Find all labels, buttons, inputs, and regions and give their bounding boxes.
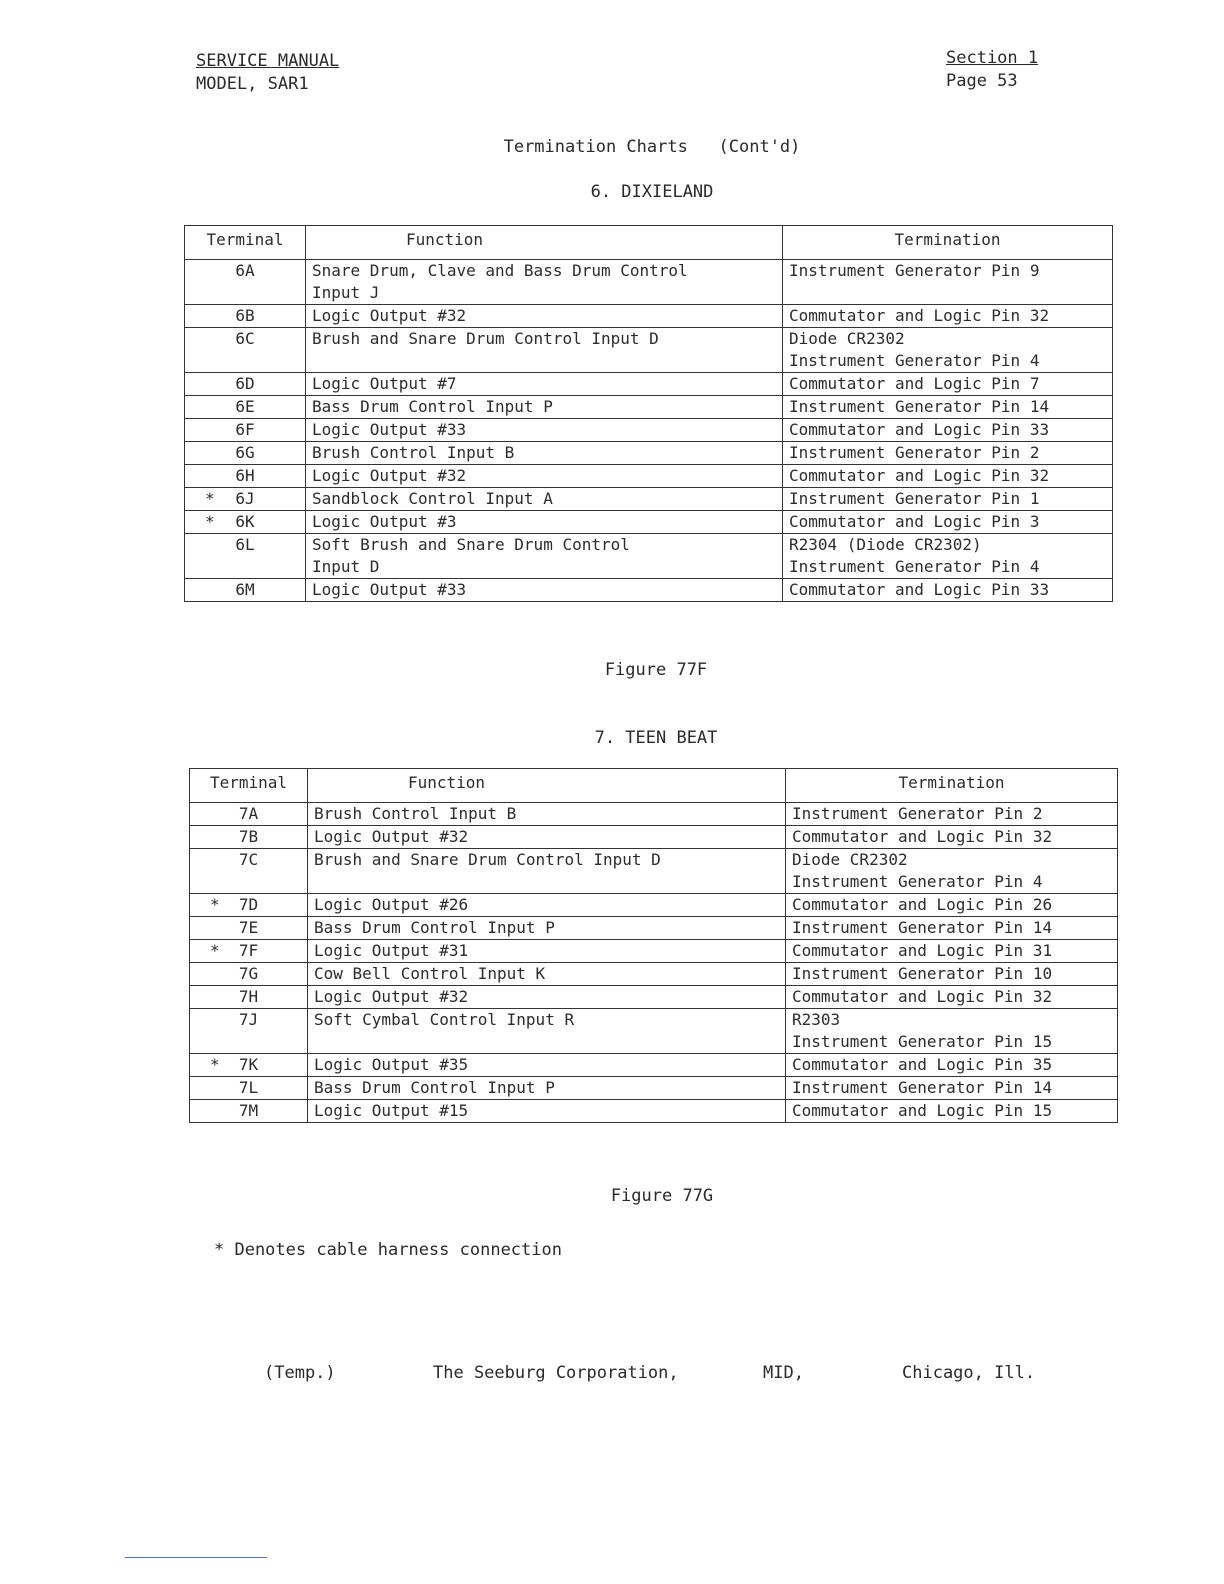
termination-cell: [783, 419, 1113, 442]
terminal-cell: [190, 940, 308, 963]
termination-cell: [783, 442, 1113, 465]
termination-line: Instrument Generator Pin 2: [792, 804, 1043, 823]
table-row: [185, 396, 1113, 419]
terminal-cell: [185, 488, 306, 511]
termination-line: Instrument Generator Pin 15: [792, 1032, 1053, 1051]
terminal-cell: [190, 1009, 308, 1054]
termination-line: Instrument Generator Pin 2: [789, 443, 1040, 462]
function-cell: [308, 803, 786, 826]
termination-line: Commutator and Logic Pin 3: [789, 512, 1040, 531]
table-row: [190, 986, 1118, 1009]
function-line: Logic Output #32: [314, 987, 469, 1006]
termination-cell: [783, 579, 1113, 602]
table-row: [185, 373, 1113, 396]
terminal-cell: [185, 465, 306, 488]
terminal-cell: [185, 305, 306, 328]
terminal-cell: [185, 328, 306, 373]
terminal-cell: [190, 894, 308, 917]
function-line: Bass Drum Control Input P: [314, 918, 555, 937]
terminal-id: 6H: [235, 466, 255, 485]
table-row: [190, 826, 1118, 849]
termination-line: Commutator and Logic Pin 33: [789, 580, 1050, 599]
harness-marker: *: [205, 489, 215, 508]
function-header: Function: [308, 769, 786, 803]
function-cell: [306, 260, 783, 305]
function-header: Function: [306, 226, 783, 260]
terminal-id: 6F: [235, 420, 255, 439]
termination-line: Instrument Generator Pin 1: [789, 489, 1040, 508]
function-line: Logic Output #32: [314, 827, 469, 846]
harness-marker: *: [210, 1055, 220, 1074]
terminal-cell: [190, 1077, 308, 1100]
terminal-id: 6J: [235, 489, 255, 508]
terminal-cell: [185, 511, 306, 534]
function-line: Logic Output #31: [314, 941, 469, 960]
termination-line: Instrument Generator Pin 14: [792, 1078, 1053, 1097]
function-line: Logic Output #32: [312, 306, 467, 325]
terminal-id: 7A: [238, 804, 259, 823]
terminal-id: 7D: [238, 895, 259, 914]
function-cell: [308, 986, 786, 1009]
terminal-cell: [190, 803, 308, 826]
termination-line: Instrument Generator Pin 4: [789, 351, 1040, 370]
table-row: [185, 419, 1113, 442]
header-left: [196, 50, 339, 96]
termination-line: R2303: [792, 1010, 841, 1029]
termination-line: Commutator and Logic Pin 35: [792, 1055, 1053, 1074]
function-line: Logic Output #32: [312, 466, 467, 485]
termination-cell: [786, 826, 1118, 849]
header-right: [946, 47, 1038, 93]
termination-cell: [786, 963, 1118, 986]
function-line: Logic Output #7: [312, 374, 457, 393]
figure1-heading: 6. DIXIELAND: [590, 182, 714, 202]
termination-cell: [783, 488, 1113, 511]
function-cell: [308, 894, 786, 917]
termination-cell: [786, 894, 1118, 917]
termination-line: Commutator and Logic Pin 32: [792, 827, 1053, 846]
table-row: [185, 305, 1113, 328]
table-row: [190, 1077, 1118, 1100]
function-line: Bass Drum Control Input P: [312, 397, 553, 416]
termination-line: Commutator and Logic Pin 15: [792, 1101, 1053, 1120]
termination-line: Commutator and Logic Pin 33: [789, 420, 1050, 439]
model-name: MODEL, SAR1: [196, 74, 309, 94]
terminal-id: 7K: [238, 1055, 259, 1074]
function-cell: [308, 940, 786, 963]
function-line: Logic Output #15: [314, 1101, 469, 1120]
function-line: Input J: [312, 283, 380, 302]
table-row: [190, 894, 1118, 917]
table-row: [185, 488, 1113, 511]
function-line: Logic Output #33: [312, 580, 467, 599]
termination-cell: [783, 511, 1113, 534]
table-row: [190, 917, 1118, 940]
page-number: Page 53: [946, 71, 1018, 91]
footer-city: Chicago, Ill.: [902, 1363, 1036, 1383]
terminal-id: 6B: [235, 306, 255, 325]
terminal-cell: [185, 442, 306, 465]
function-cell: [306, 465, 783, 488]
function-cell: [306, 579, 783, 602]
section-number: Section 1: [946, 48, 1039, 68]
terminal-cell: [185, 419, 306, 442]
terminal-header: Terminal: [190, 769, 308, 803]
terminal-cell: [185, 373, 306, 396]
harness-marker: *: [210, 895, 220, 914]
table-row: [185, 579, 1113, 602]
termination-cell: [786, 849, 1118, 894]
termination-line: Commutator and Logic Pin 26: [792, 895, 1053, 914]
termination-line: Instrument Generator Pin 14: [789, 397, 1050, 416]
table-row: [185, 465, 1113, 488]
terminal-id: 6C: [235, 329, 255, 348]
function-line: Sandblock Control Input A: [312, 489, 553, 508]
termination-cell: [786, 917, 1118, 940]
terminal-cell: [190, 986, 308, 1009]
function-line: Brush Control Input B: [314, 804, 517, 823]
table-row: [190, 1009, 1118, 1054]
table-row: [190, 1054, 1118, 1077]
termination-line: Instrument Generator Pin 14: [792, 918, 1053, 937]
terminal-id: 7B: [238, 827, 259, 846]
harness-marker: *: [205, 512, 215, 531]
footer-company: The Seeburg Corporation,: [433, 1363, 679, 1383]
termination-header: Termination: [783, 226, 1113, 260]
function-cell: [306, 328, 783, 373]
terminal-id: 7L: [238, 1078, 259, 1097]
function-cell: [308, 1054, 786, 1077]
terminal-id: 6M: [235, 580, 255, 599]
function-cell: [308, 1077, 786, 1100]
termination-line: Commutator and Logic Pin 32: [792, 987, 1053, 1006]
termination-line: Instrument Generator Pin 4: [789, 557, 1040, 576]
termination-header: Termination: [786, 769, 1118, 803]
termination-line: Instrument Generator Pin 4: [792, 872, 1043, 891]
termination-cell: [783, 260, 1113, 305]
terminal-cell: [185, 579, 306, 602]
footnote: * Denotes cable harness connection: [214, 1240, 562, 1260]
harness-marker: *: [210, 941, 220, 960]
table-row: [185, 260, 1113, 305]
function-cell: [306, 534, 783, 579]
termination-cell: [783, 534, 1113, 579]
figure2-heading: 7. TEEN BEAT: [594, 728, 718, 748]
footer-division: MID,: [763, 1363, 804, 1383]
page-title: Termination Charts (Cont'd): [503, 137, 801, 157]
termination-line: Commutator and Logic Pin 31: [792, 941, 1053, 960]
termination-line: Instrument Generator Pin 10: [792, 964, 1053, 983]
termination-cell: [786, 986, 1118, 1009]
termination-cell: [783, 396, 1113, 419]
termination-cell: [783, 305, 1113, 328]
terminal-id: 6L: [235, 535, 255, 554]
terminal-id: 7H: [238, 987, 259, 1006]
terminal-id: 6D: [235, 374, 255, 393]
figure2-caption: Figure 77G: [610, 1186, 714, 1206]
function-line: Brush Control Input B: [312, 443, 515, 462]
function-line: Brush and Snare Drum Control Input D: [314, 850, 661, 869]
table-header-row: [190, 769, 1118, 803]
function-line: Logic Output #35: [314, 1055, 469, 1074]
termination-line: Commutator and Logic Pin 32: [789, 306, 1050, 325]
termination-cell: [783, 465, 1113, 488]
table-row: [190, 803, 1118, 826]
termination-line: Diode CR2302: [792, 850, 908, 869]
function-cell: [306, 488, 783, 511]
terminal-cell: [190, 1054, 308, 1077]
terminal-id: 6G: [235, 443, 255, 462]
function-line: Cow Bell Control Input K: [314, 964, 546, 983]
terminal-id: 7J: [238, 1010, 259, 1029]
function-cell: [308, 849, 786, 894]
terminal-id: 7E: [238, 918, 259, 937]
footer-temp: (Temp.): [264, 1363, 336, 1383]
table-header-row: [185, 226, 1113, 260]
function-line: Input D: [312, 557, 380, 576]
terminal-id: 7F: [238, 941, 259, 960]
function-line: Bass Drum Control Input P: [314, 1078, 555, 1097]
terminal-cell: [190, 849, 308, 894]
termination-line: Commutator and Logic Pin 7: [789, 374, 1040, 393]
terminal-id: 6A: [235, 261, 255, 280]
terminal-cell: [185, 260, 306, 305]
function-cell: [308, 963, 786, 986]
termination-cell: [786, 1077, 1118, 1100]
function-cell: [308, 1009, 786, 1054]
table-row: [185, 511, 1113, 534]
figure2-rows: [190, 803, 1118, 1123]
function-line: Logic Output #3: [312, 512, 457, 531]
function-cell: [308, 917, 786, 940]
function-cell: [306, 373, 783, 396]
terminal-id: 7G: [238, 964, 259, 983]
function-cell: [306, 511, 783, 534]
table-row: [190, 963, 1118, 986]
terminal-id: 6E: [235, 397, 255, 416]
terminal-id: 7C: [238, 850, 259, 869]
function-cell: [308, 1100, 786, 1123]
termination-line: Diode CR2302: [789, 329, 905, 348]
termination-cell: [786, 1100, 1118, 1123]
function-line: Brush and Snare Drum Control Input D: [312, 329, 659, 348]
figure2-table: [189, 768, 1118, 1123]
manual-title: SERVICE MANUAL: [196, 51, 340, 71]
termination-cell: [786, 1054, 1118, 1077]
termination-cell: [786, 803, 1118, 826]
figure1-caption: Figure 77F: [604, 660, 708, 680]
termination-cell: [783, 373, 1113, 396]
termination-line: Commutator and Logic Pin 32: [789, 466, 1050, 485]
termination-cell: [786, 940, 1118, 963]
function-cell: [306, 305, 783, 328]
figure1-rows: [185, 260, 1113, 602]
terminal-id: 7M: [238, 1101, 259, 1120]
function-line: Logic Output #26: [314, 895, 469, 914]
terminal-cell: [185, 396, 306, 419]
function-line: Soft Brush and Snare Drum Control: [312, 535, 630, 554]
terminal-cell: [190, 1100, 308, 1123]
function-cell: [308, 826, 786, 849]
function-line: Logic Output #33: [312, 420, 467, 439]
function-line: Snare Drum, Clave and Bass Drum Control: [312, 261, 688, 280]
terminal-id: 6K: [235, 512, 255, 531]
table-row: [185, 328, 1113, 373]
termination-line: R2304 (Diode CR2302): [789, 535, 982, 554]
terminal-cell: [185, 534, 306, 579]
function-cell: [306, 396, 783, 419]
function-cell: [306, 442, 783, 465]
termination-line: Instrument Generator Pin 9: [789, 261, 1040, 280]
function-line: Soft Cymbal Control Input R: [314, 1010, 575, 1029]
terminal-cell: [190, 826, 308, 849]
termination-cell: [783, 328, 1113, 373]
function-cell: [306, 419, 783, 442]
terminal-cell: [190, 963, 308, 986]
figure1-table: [184, 225, 1113, 602]
table-row: [190, 849, 1118, 894]
terminal-cell: [190, 917, 308, 940]
termination-cell: [786, 1009, 1118, 1054]
table-row: [190, 940, 1118, 963]
terminal-header: Terminal: [185, 226, 306, 260]
page-edge-line: [125, 1557, 267, 1558]
table-row: [185, 442, 1113, 465]
table-row: [190, 1100, 1118, 1123]
table-row: [185, 534, 1113, 579]
